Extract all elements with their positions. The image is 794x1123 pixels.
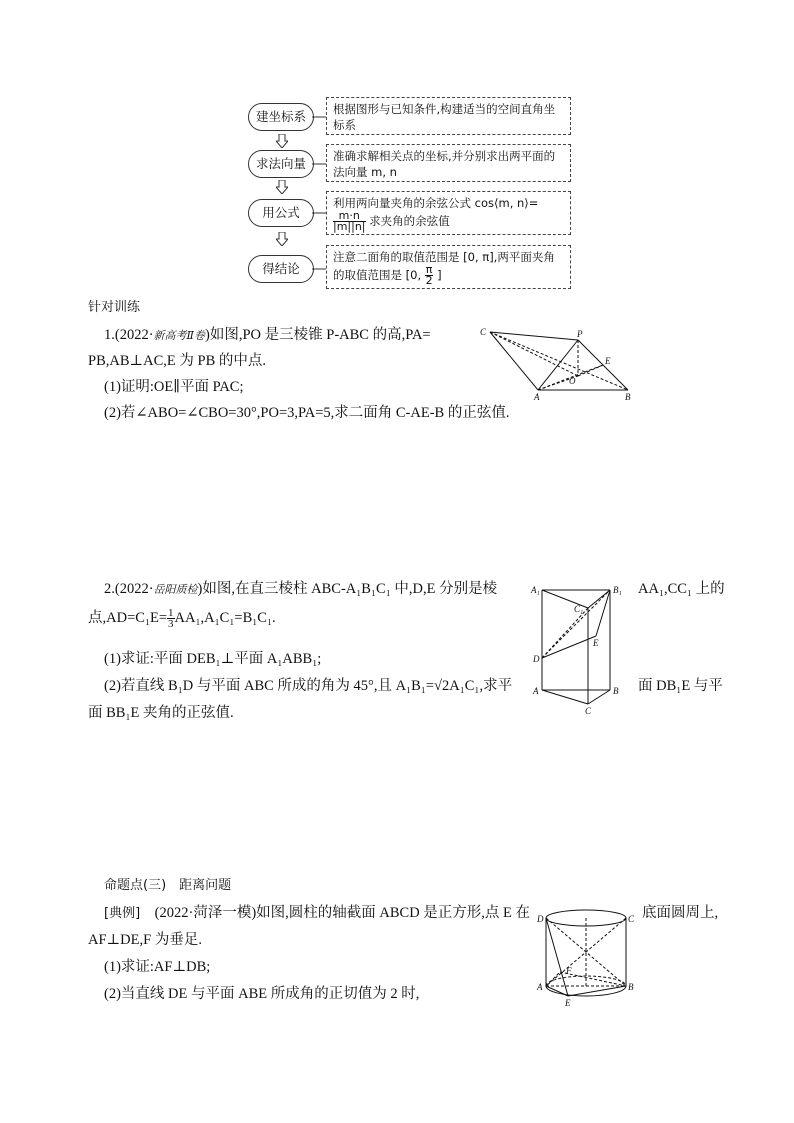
cyl-label-d: D <box>537 914 544 924</box>
q2-prism-figure <box>530 580 630 716</box>
example-line2: AF⊥DE,F 为垂足. <box>88 932 202 948</box>
flow-connector-2 <box>312 160 328 168</box>
flow-desc-2: 准确求解相关点的坐标,并分别求出两平面的法向量 m, n <box>326 144 571 182</box>
cylinder-figure <box>536 904 636 1010</box>
q2-label-e: E <box>593 638 599 648</box>
example-tag: [典例] <box>104 906 141 921</box>
training-title: 针对训练 <box>88 300 141 315</box>
example-line1: [典例] (2022·菏泽一模)如图,圆柱的轴截面 ABCD 是正方形,点 E 在 <box>104 905 531 921</box>
q2-label-c1: C₁ <box>574 604 584 614</box>
q2-sub2-right: 面 DB₁E 与平 <box>638 678 723 694</box>
down-arrow-icon <box>276 180 288 194</box>
q1-label-b: B <box>625 392 631 402</box>
cyl-label-f: F <box>566 966 572 976</box>
q1-label-p: P <box>577 329 583 339</box>
q1-label-o: O <box>569 376 576 386</box>
q1-line1: 1.(2022·新高考Ⅱ卷)如图,PO 是三棱锥 P-ABC 的高,PA= <box>104 327 431 343</box>
cyl-label-a: A <box>537 982 543 992</box>
example-sub2: (2)当直线 DE 与平面 ABE 所成角的正切值为 2 时, <box>104 986 420 1002</box>
q2-sub1: (1)求证:平面 DEB₁⊥平面 A₁ABB₁; <box>104 651 322 667</box>
flow-connector-3 <box>312 209 328 217</box>
down-arrow-icon <box>276 232 288 246</box>
q2-label-a: A <box>533 686 539 696</box>
flow-desc-4: 注意二面角的取值范围是 [0, π],两平面夹角的取值范围是 [0, $\frac{\pi}{2}$ ] <box>326 245 571 289</box>
q2-label-d: D <box>533 654 540 664</box>
cosine-fraction: $\frac{m\cdot n}{|m||n|}$ <box>333 209 366 233</box>
q1-source: 新高考Ⅱ卷 <box>153 330 206 342</box>
q2-source: 岳阳质检 <box>153 584 198 596</box>
q1-label-e: E <box>605 356 611 366</box>
q2-label-b: B <box>613 686 619 696</box>
cyl-label-c: C <box>628 914 635 924</box>
flow-step-4: 得结论 <box>248 255 314 283</box>
q2-sub2a: (2)若直线 B₁D 与平面 ABC 所成的角为 45°,且 A₁B₁=√2A₁C₁,求平 <box>104 678 513 694</box>
q2-line2: 点,AD=C₁E= $\frac{1}{3}$ AA₁,A₁C₁=B₁C₁. <box>88 607 276 630</box>
q2-label-c: C <box>585 706 592 716</box>
q2-line1: 2.(2022·岳阳质检)如图,在直三棱柱 ABC-A₁B₁C₁ 中,D,E 分别是棱 <box>104 581 498 597</box>
section3-title: 命题点(三) 距离问题 <box>104 878 232 893</box>
flow-connector-4 <box>312 265 328 273</box>
flow-desc-1: 根据图形与已知条件,构建适当的空间直角坐标系 <box>326 97 571 135</box>
q1-sub2: (2)若∠ABO=∠CBO=30°,PO=3,PA=5,求二面角 C-AE-B 的正弦值. <box>104 405 510 421</box>
half-pi-fraction: $\frac{\pi}{2}$ <box>425 263 433 287</box>
example-sub1: (1)求证:AF⊥DB; <box>104 959 211 975</box>
down-arrow-icon <box>276 134 288 148</box>
flow-connector-1 <box>312 113 328 121</box>
q1-label-c: C <box>480 327 487 337</box>
q2-line1-right: AA₁,CC₁ 上的 <box>638 581 725 597</box>
q2-label-b1: B₁ <box>613 585 622 595</box>
flow-desc-3: 利用两向量夹角的余弦公式 cos⟨m, n⟩= $\frac{m\cdot n}{|m||n|}$ 求夹角的余弦值 <box>326 191 571 235</box>
q2-sub2b: 面 BB₁E 夹角的正弦值. <box>88 705 234 721</box>
flow-step-1: 建坐标系 <box>248 103 314 131</box>
q1-pyramid-figure <box>478 326 638 404</box>
example-line1-right: 底面圆周上, <box>642 905 719 921</box>
cyl-label-b: B <box>628 982 634 992</box>
one-third-fraction: $\frac{1}{3}$ <box>168 607 174 630</box>
flow-step-2: 求法向量 <box>248 150 314 178</box>
q1-sub1: (1)证明:OE∥平面 PAC; <box>104 379 244 395</box>
q1-label-a: A <box>534 392 540 402</box>
flow-step-3: 用公式 <box>248 199 314 227</box>
q1-line2: PB,AB⊥AC,E 为 PB 的中点. <box>88 353 266 369</box>
cyl-label-e: E <box>565 998 571 1008</box>
q2-label-a1: A₁ <box>531 585 540 595</box>
